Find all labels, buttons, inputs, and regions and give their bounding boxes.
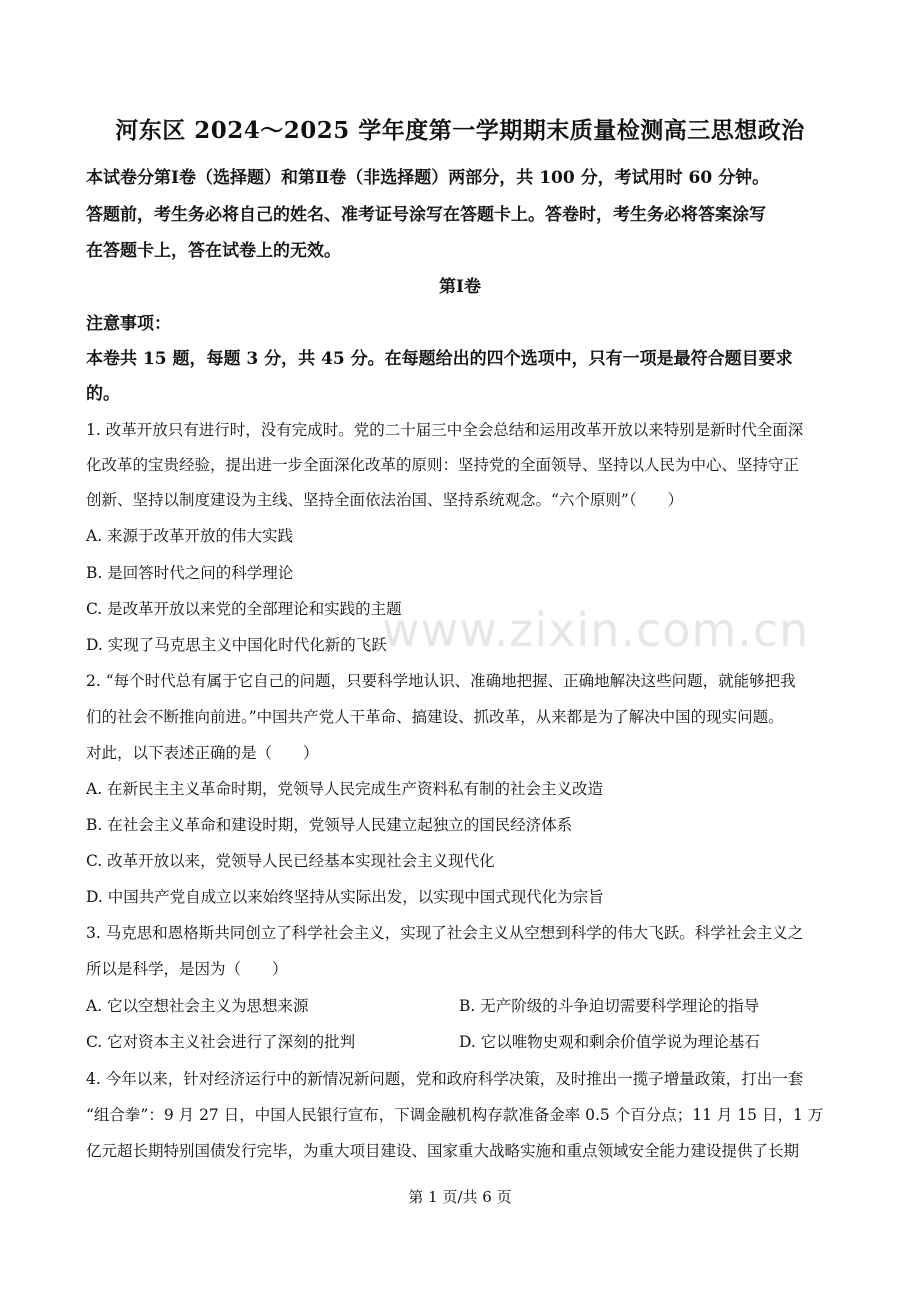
question-1-text: 化改革的宝贵经验，提出进一步全面深化改革的原则：坚持党的全面领导、坚持以人民为中心、坚持守正	[86, 456, 800, 474]
question-1-text: 创新、坚持以制度建设为主线、坚持全面依法治国、坚持系统观念。“六个原则”（ ）	[86, 491, 684, 509]
question-2-option-a: A. 在新民主主义革命时期，党领导人民完成生产资料私有制的社会主义改造	[86, 780, 604, 798]
question-1-text: 1. 改革开放只有进行时，没有完成时。党的二十届三中全会总结和运用改革开放以来特别是新时代全面深	[86, 421, 804, 439]
notice-line: 的。	[86, 384, 120, 404]
intro-line: 本试卷分第Ⅰ卷（选择题）和第Ⅱ卷（非选择题）两部分，共 100 分，考试用时 60 分钟。	[86, 168, 770, 188]
question-3-option-a: A. 它以空想社会主义为思想来源	[86, 997, 309, 1015]
question-2-option-b: B. 在社会主义革命和建设时期，党领导人民建立起独立的国民经济体系	[86, 816, 573, 834]
question-2-text: 2. “每个时代总有属于它自己的问题，只要科学地认识、准确地把握、正确地解决这些问题，就能够把我	[86, 672, 796, 690]
question-2-option-c: C. 改革开放以来，党领导人民已经基本实现社会主义现代化	[86, 852, 495, 870]
intro-line: 答题前，考生务必将自己的姓名、准考证号涂写在答题卡上。答卷时，考生务必将答案涂写	[86, 205, 766, 225]
question-1-option-d: D. 实现了马克思主义中国化时代化新的飞跃	[86, 636, 387, 654]
notice-heading: 注意事项：	[86, 314, 171, 334]
question-3-option-c: C. 它对资本主义社会进行了深刻的批判	[86, 1033, 356, 1051]
question-4-text: 4. 今年以来，针对经济运行中的新情况新问题，党和政府科学决策，及时推出一揽子增量政策，打出一套	[86, 1070, 804, 1088]
question-4-text: “组合拳”：9 月 27 日，中国人民银行宣布，下调金融机构存款准备金率 0.5 个百分点；11 月 15 日，1 万	[86, 1106, 824, 1124]
question-3-text: 3. 马克思和恩格斯共同创立了科学社会主义，实现了社会主义从空想到科学的伟大飞跃。科学社会主义之	[86, 924, 804, 942]
question-1-option-b: B. 是回答时代之问的科学理论	[86, 564, 294, 582]
watermark: www.zixin.com.cn	[382, 603, 810, 657]
question-2-text: 对此，以下表述正确的是（ ）	[86, 744, 319, 762]
question-1-option-c: C. 是改革开放以来党的全部理论和实践的主题	[86, 600, 402, 618]
section-title: 第Ⅰ卷	[439, 277, 481, 297]
page-footer: 第 1 页/共 6 页	[408, 1188, 512, 1206]
question-1-option-a: A. 来源于改革开放的伟大实践	[86, 527, 294, 545]
exam-title: 河东区 2024～2025 学年度第一学期期末质量检测高三思想政治	[115, 117, 805, 144]
notice-line: 本卷共 15 题，每题 3 分，共 45 分。在每题给出的四个选项中，只有一项是最符合题目要求	[86, 349, 793, 369]
question-2-option-d: D. 中国共产党自成立以来始终坚持从实际出发，以实现中国式现代化为宗旨	[86, 888, 604, 906]
question-3-option-b: B. 无产阶级的斗争迫切需要科学理论的指导	[459, 997, 760, 1015]
question-3-text: 所以是科学，是因为（ ）	[86, 960, 288, 978]
question-3-option-d: D. 它以唯物史观和剩余价值学说为理论基石	[459, 1033, 760, 1051]
question-2-text: 们的社会不断推向前进。”中国共产党人干革命、搞建设、抓改革，从来都是为了解决中国的现实问题。	[86, 708, 784, 726]
intro-line: 在答题卡上，答在试卷上的无效。	[86, 241, 341, 261]
question-4-text: 亿元超长期特别国债发行完毕，为重大项目建设、国家重大战略实施和重点领域安全能力建设提供了长期	[86, 1142, 800, 1160]
